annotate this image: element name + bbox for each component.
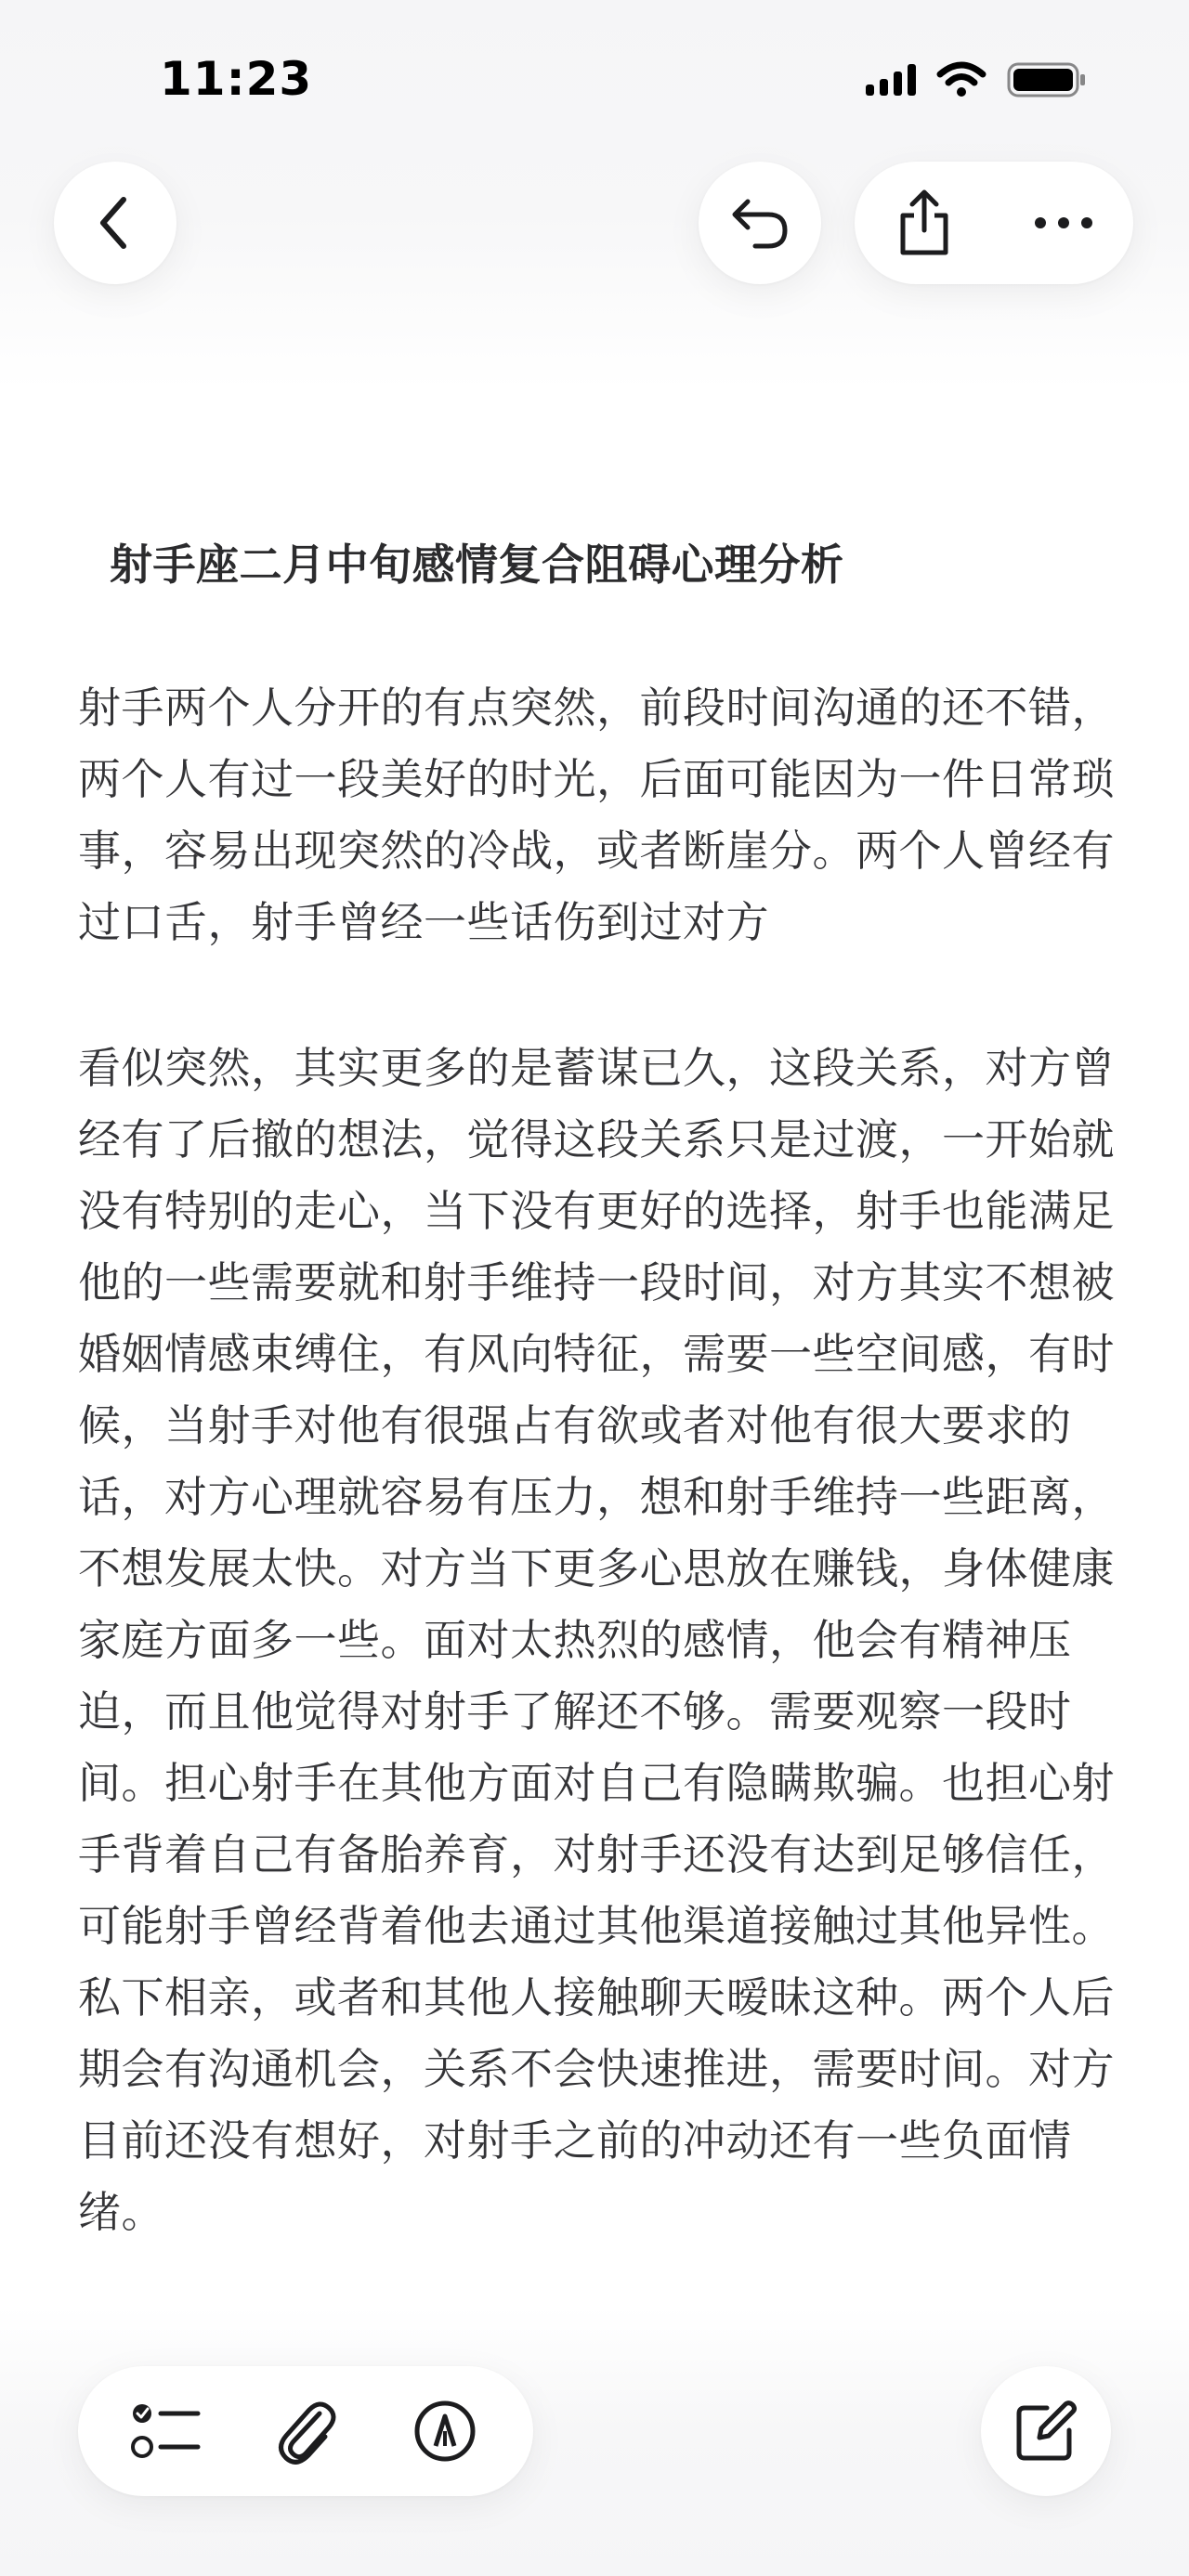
wifi-icon xyxy=(936,61,986,98)
back-button[interactable] xyxy=(54,162,176,284)
cellular-signal-icon xyxy=(866,64,916,96)
markup-button[interactable] xyxy=(389,2375,501,2487)
more-button[interactable] xyxy=(994,162,1133,284)
pen-markup-icon xyxy=(412,2398,478,2465)
actions-pill xyxy=(855,162,1133,284)
bottom-toolbar xyxy=(78,2366,533,2496)
status-time: 11:23 xyxy=(160,52,313,106)
checklist-icon xyxy=(131,2400,202,2462)
compose-icon xyxy=(1013,2399,1078,2464)
note-paragraph-1[interactable]: 射手两个人分开的有点突然，前段时间沟通的还不错，两个人有过一段美好的时光，后面可能因为一件日常琐事，容易出现突然的冷战，或者断崖分。两个人曾经有过口舌，射手曾经一些话伤到过对方 xyxy=(78,683,1115,947)
share-icon xyxy=(894,188,955,258)
ellipsis-icon xyxy=(1033,215,1094,230)
undo-button[interactable] xyxy=(699,162,821,284)
undo-arrow-icon xyxy=(727,194,792,252)
paperclip-icon xyxy=(273,2397,338,2465)
checklist-button[interactable] xyxy=(111,2375,222,2487)
note-paragraph-2[interactable]: 看似突然，其实更多的是蓄谋已久，这段关系，对方曾经有了后撤的想法，觉得这段关系只是过渡，一开始就没有特别的走心，当下没有更好的选择，射手也能满足他的一些需要就和射手维持一段时间，对方其实不想被婚姻情感束缚住，有风向特征，需要一些空间感，有时候，当射手对他有很强占有欲或者对他有很大要求的话，对方心理就容易有压力，想和射手维持一些距离，不想发展太快。对方当下更多心思放在赚钱，身体健康家庭方面多一些。面对太热烈的感情，他会有精神压迫，而且他觉得对射手了解还不够。需要观察一段时间。担心射手在其他方面对自己有隐瞒欺骗。也担心射手背着自己有备胎养育，对射手还没有达到足够信任，可能射手曾经背着他去通过其他渠道接触过其他异性。私下相亲，或者和其他人接触聊天暧昧这种。两个人后期会有沟通机会，关系不会快速推进，需要时间。对方目前还没有想好，对射手之前的冲动还有一些负面情绪。 xyxy=(78,1043,1115,2237)
compose-button[interactable] xyxy=(981,2366,1111,2496)
chevron-left-icon xyxy=(92,194,138,252)
battery-icon xyxy=(1007,61,1087,98)
attachment-button[interactable] xyxy=(250,2375,361,2487)
share-button[interactable] xyxy=(855,162,994,284)
status-icons xyxy=(866,56,1087,104)
note-title[interactable]: 射手座二月中旬感情复合阻碍心理分析 xyxy=(110,540,844,590)
